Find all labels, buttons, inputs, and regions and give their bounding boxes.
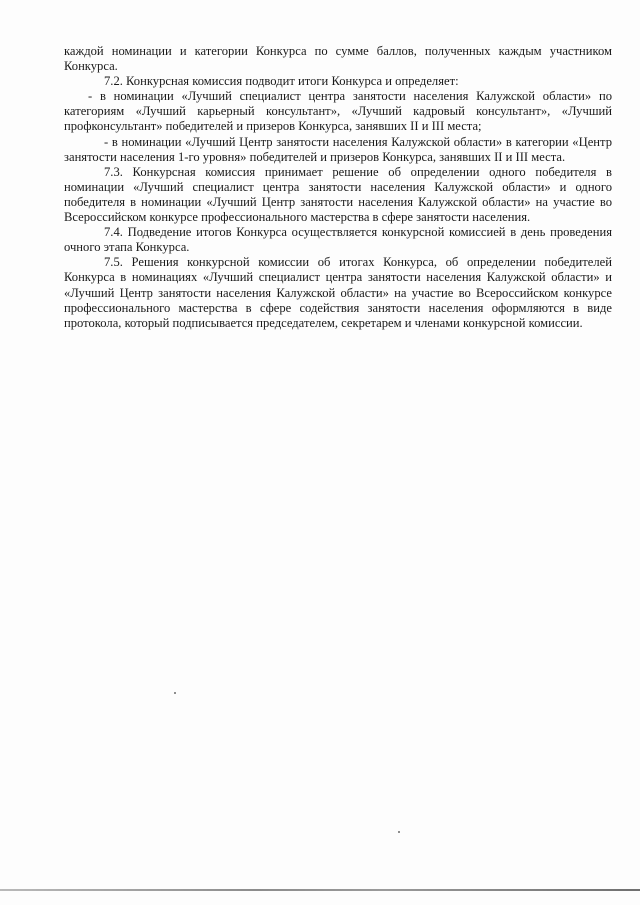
paragraph-7-4: 7.4. Подведение итогов Конкурса осуществляется конкурсной комиссией в день проведения очного этапа Конкурса.	[64, 225, 612, 255]
scan-speck	[398, 831, 400, 833]
paragraph-7-3: 7.3. Конкурсная комиссия принимает решение об определении одного победителя в номинации «Лучший специалист центра занятости населения Калужской области» и одного победителя в номинации «Лучший Центр занятости населения Калужской области» на участие во Всероссийском конкурсе профессионального мастерства в сфере занятости населения.	[64, 164, 612, 225]
list-item-specialist-nomination: - в номинации «Лучший специалист центра занятости населения Калужской области» по категориям «Лучший карьерный консультант», «Лучший кадровый консультант», «Лучший профконсультант» победителей и призеров Конкурса, занявших II и III места;	[64, 89, 612, 134]
scan-speck	[174, 692, 176, 694]
paragraph-7-2-heading: 7.2. Конкурсная комиссия подводит итоги Конкурса и определяет:	[104, 74, 459, 89]
list-item-center-nomination: - в номинации «Лучший Центр занятости населения Калужской области» в категории «Центр занятости населения 1-го уровня» победителей и призеров Конкурса, занявших II и III места.	[64, 134, 612, 164]
paragraph-continuation: каждой номинации и категории Конкурса по сумме баллов, полученных каждым участником Конкурса.	[64, 44, 612, 74]
scan-bottom-edge	[0, 889, 640, 891]
paragraph-7-5: 7.5. Решения конкурсной комиссии об итогах Конкурса, об определении победителей Конкурса в номинациях «Лучший специалист центра занятости населения Калужской области» и «Лучший Центр занятости населения Калужской области» на участие во Всероссийском конкурсе профессионального мастерства в сфере содействия занятости населения оформляются в виде протокола, который подписывается председателем, секретарем и членами конкурсной комиссии.	[64, 255, 612, 330]
document-body	[64, 44, 612, 331]
